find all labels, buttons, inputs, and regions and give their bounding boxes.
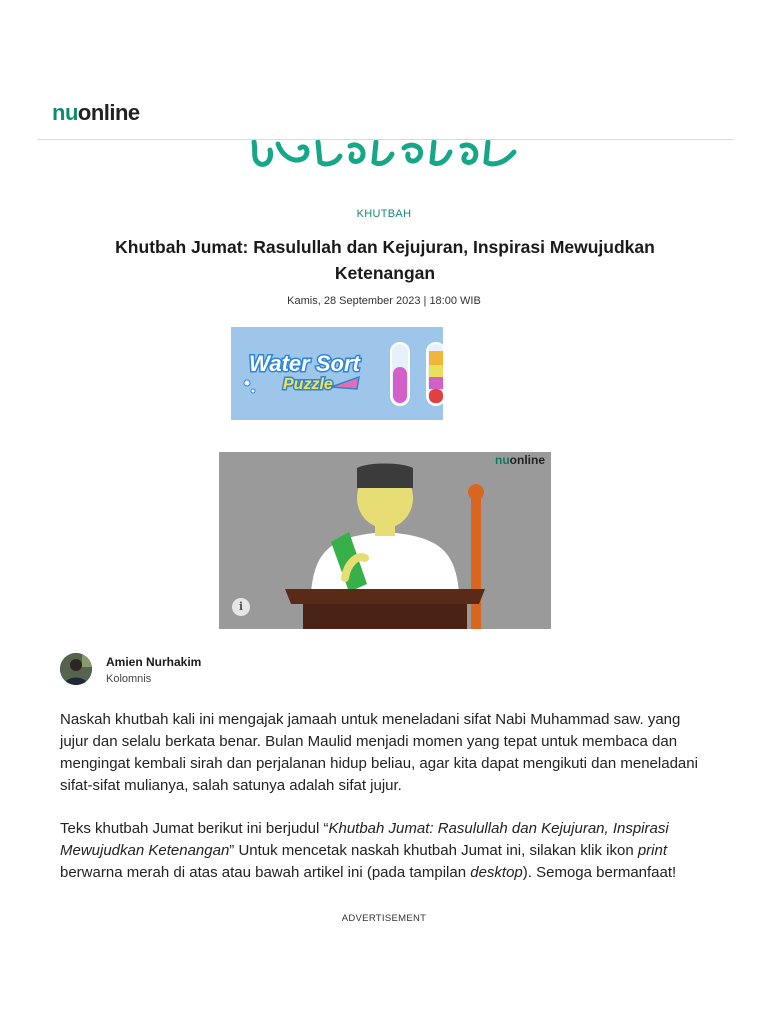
article-category[interactable]: KHUTBAH xyxy=(356,208,412,220)
nu-online-logo[interactable] xyxy=(52,98,162,128)
tube-multicolor-icon xyxy=(427,343,443,405)
article-date: Kamis, 28 September 2023 | 18:00 WIB xyxy=(287,295,481,307)
article-paragraph: Teks khutbah Jumat berikut ini berjudul “Khutbah Jumat: Rasulullah dan Kejujuran, Inspirasi Mewujudkan Ketenangan” Untuk mencetak naskah khutbah Jumat ini, silakan klik ikon print berwarna merah di atas atau bawah artikel ini (pada tampilan desktop). Semoga bermanfaat! xyxy=(60,820,677,881)
article-title: Khutbah Jumat: Rasulullah dan Kejujuran, Inspirasi Mewujudkan Ketenangan xyxy=(115,237,655,283)
featured-image-khatib xyxy=(219,452,551,629)
article-paragraph: Naskah khutbah kali ini mengajak jamaah untuk meneladani sifat Nabi Muhammad saw. yang jujur dan selalu berkata benar. Bulan Maulid menjadi momen yang tepat untuk membaca dan mengingat kembali sirah dan perjalanan hidup beliau, agar kita dapat mengikuti dan meneladani sifat-sifat mulianya, salah satunya adalah sifat jujur. xyxy=(60,711,698,794)
ad-blank-area xyxy=(443,327,540,420)
author-avatar[interactable] xyxy=(60,653,92,685)
calligraphy-banner xyxy=(248,140,524,168)
author-name[interactable]: Amien Nurhakim xyxy=(106,655,202,669)
ad-banner-water-sort[interactable] xyxy=(231,327,540,420)
tube-pink-icon xyxy=(391,343,409,405)
logo-part-online: online xyxy=(77,100,140,125)
featured-image-logo: nuonline xyxy=(494,453,545,467)
author-role: Kolomnis xyxy=(106,673,152,685)
ad-title-line2: Puzzle xyxy=(283,376,333,393)
ad-title-line1: Water Sort xyxy=(249,351,360,376)
logo-part-nu: nu xyxy=(52,100,78,125)
info-icon[interactable]: i xyxy=(232,598,250,616)
advertisement-label: ADVERTISEMENT xyxy=(341,913,427,924)
